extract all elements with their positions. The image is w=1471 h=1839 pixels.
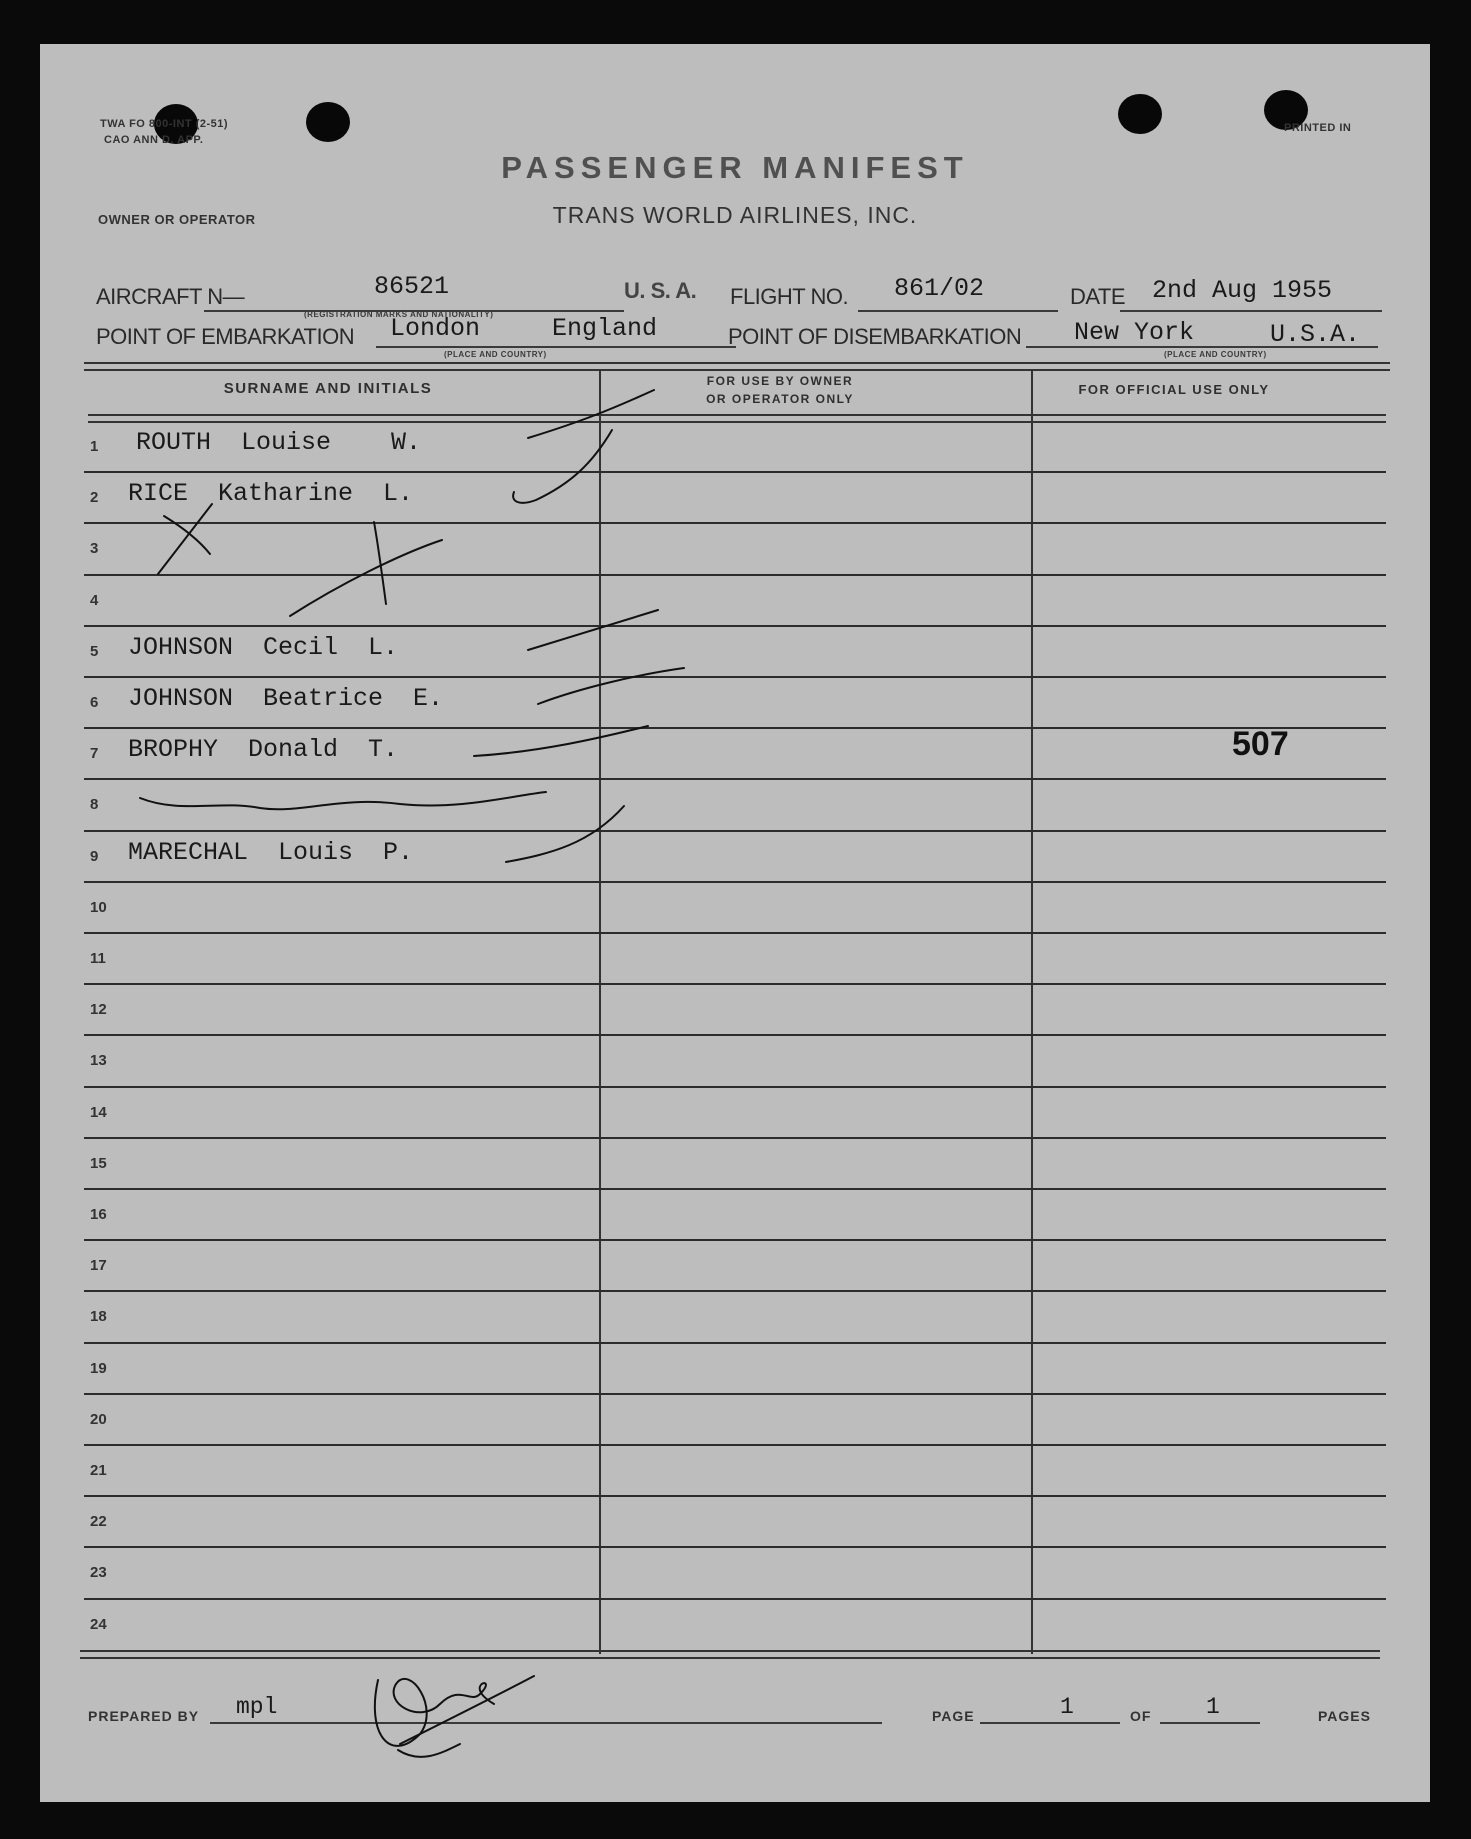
check-mark — [538, 668, 684, 704]
check-mark — [513, 430, 612, 503]
row-number: 17 — [90, 1257, 107, 1275]
row-number: 9 — [90, 847, 99, 865]
passenger-name: BROPHY Donald T. — [128, 735, 399, 765]
passenger-name: RICE Katharine L. — [128, 479, 414, 509]
col-header-owner-use-1: FOR USE BY OWNER — [706, 374, 854, 388]
of-label: OF — [1130, 1708, 1152, 1724]
date-label: DATE — [1070, 284, 1126, 309]
pages-label: PAGES — [1318, 1708, 1371, 1724]
passenger-name: JOHNSON Beatrice E. — [128, 684, 444, 713]
row-number: 20 — [90, 1410, 107, 1428]
row-number: 19 — [90, 1359, 107, 1377]
row-number: 23 — [90, 1564, 107, 1582]
row-number: 22 — [90, 1513, 107, 1531]
signature — [398, 1744, 460, 1757]
strike-line — [140, 792, 546, 809]
embarkation-country: England — [552, 314, 658, 343]
flight-date: 2nd Aug 1955 — [1152, 276, 1333, 305]
prepared-by-value: mpl — [236, 1694, 278, 1720]
row-number: 8 — [90, 796, 99, 814]
row-number: 6 — [90, 694, 99, 711]
check-mark — [474, 726, 648, 756]
printed-in: PRINTED IN — [1284, 122, 1352, 134]
form-code: TWA FO 800-INT (2-51) — [100, 118, 229, 130]
embark-place-caption: (PLACE AND COUNTRY) — [444, 350, 547, 359]
aircraft-label: AIRCRAFT N— — [96, 284, 245, 309]
row-number: 21 — [90, 1462, 107, 1479]
row-number: 14 — [90, 1103, 107, 1121]
row-number: 16 — [90, 1206, 107, 1223]
page-label: PAGE — [932, 1708, 975, 1724]
cross-mark — [290, 540, 442, 616]
col-header-official: FOR OFFICIAL USE ONLY — [1078, 382, 1270, 397]
row-number: 24 — [90, 1615, 107, 1633]
row-number: 3 — [90, 540, 99, 558]
col-header-surname: SURNAME AND INITIALS — [223, 380, 433, 397]
flight-number: 861/02 — [894, 274, 985, 303]
flight-no-label: FLIGHT NO. — [730, 284, 849, 309]
page-title: PASSENGER MANIFEST — [501, 150, 969, 185]
passenger-name: MARECHAL Louis P. — [128, 837, 414, 867]
check-mark — [506, 806, 624, 862]
passenger-name: JOHNSON Cecil L. — [128, 632, 399, 662]
official-use-value: 507 — [1232, 725, 1289, 764]
row-number: 1 — [90, 438, 99, 455]
row-number: 12 — [90, 1001, 107, 1019]
passenger-name: ROUTH Louise W. — [136, 428, 422, 457]
row-number: 11 — [90, 950, 106, 967]
row-number: 13 — [90, 1052, 107, 1070]
signature — [400, 1676, 534, 1744]
embarkation-city: London — [390, 314, 481, 343]
row-number: 18 — [90, 1308, 107, 1326]
page-number: 1 — [1060, 1694, 1074, 1720]
prepared-by-label: PREPARED BY — [88, 1708, 200, 1724]
row-number: 15 — [90, 1154, 107, 1172]
cross-mark — [158, 504, 212, 574]
disembark-place-caption: (PLACE AND COUNTRY) — [1164, 350, 1267, 359]
row-number: 5 — [90, 642, 99, 660]
check-mark — [528, 610, 658, 650]
handwritten-marks — [40, 44, 1430, 1802]
row-number: 4 — [90, 591, 99, 609]
row-number: 2 — [90, 489, 99, 507]
signature — [375, 1679, 494, 1746]
form-code-annex: CAO ANN D. APP. — [104, 134, 204, 146]
total-pages: 1 — [1206, 1694, 1220, 1720]
col-header-owner-use-2: OR OPERATOR ONLY — [706, 392, 854, 406]
disembarkation-city: New York — [1074, 318, 1195, 347]
disembarkation-label: POINT OF DISEMBARKATION — [728, 324, 1022, 349]
row-number: 7 — [90, 745, 99, 763]
manifest-sheet — [40, 44, 1430, 1802]
check-mark — [528, 390, 654, 438]
aircraft-registration: 86521 — [374, 272, 450, 301]
disembarkation-country: U.S.A. — [1270, 320, 1361, 349]
embarkation-label: POINT OF EMBARKATION — [96, 324, 355, 349]
operator-name: TRANS WORLD AIRLINES, INC. — [552, 202, 918, 228]
registration-caption: (REGISTRATION MARKS AND NATIONALITY) — [304, 310, 494, 319]
row-number: 10 — [90, 898, 107, 916]
nationality: U. S. A. — [624, 278, 697, 303]
owner-operator-label: OWNER OR OPERATOR — [98, 212, 256, 227]
